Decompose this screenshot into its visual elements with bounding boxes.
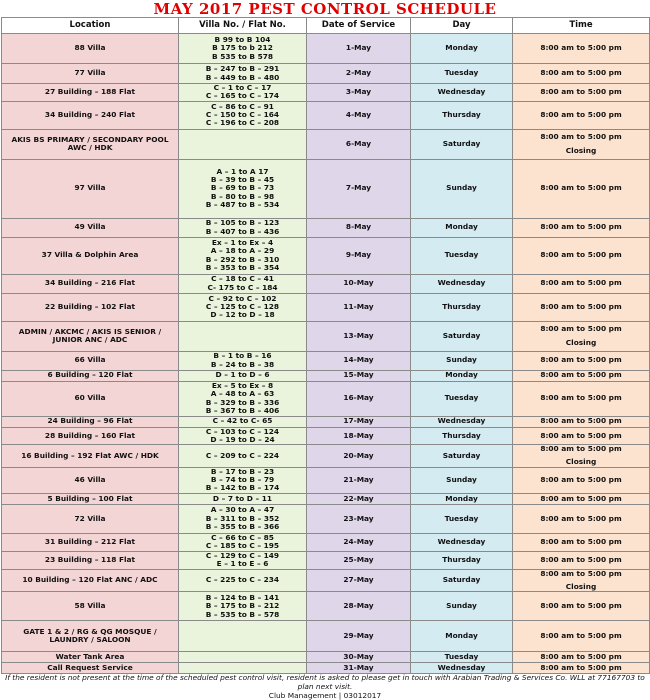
villa-cell bbox=[179, 218, 307, 237]
villa-range: C – 1 to C – 17 bbox=[213, 83, 272, 92]
location-cell: 22 Building – 102 Flat bbox=[2, 293, 179, 321]
time-value: 8:00 am to 5:00 pm bbox=[540, 569, 622, 578]
schedule-body bbox=[2, 34, 650, 674]
location-cell: 49 Villa bbox=[2, 218, 179, 237]
time-cell bbox=[513, 445, 650, 468]
villa-cell bbox=[179, 621, 307, 652]
villa-range: B – 80 to B – 98 bbox=[210, 191, 275, 201]
villa-cell bbox=[179, 84, 307, 102]
time-cell bbox=[513, 218, 650, 237]
villa-range: B – 24 to B – 38 bbox=[210, 359, 275, 369]
header-villa: Villa No. / Flat No. bbox=[179, 18, 307, 34]
time-cell bbox=[513, 101, 650, 129]
time-value: 8:00 am to 5:00 pm bbox=[540, 475, 622, 485]
table-row bbox=[2, 64, 650, 84]
day-cell: Tuesday bbox=[411, 237, 513, 274]
villa-cell bbox=[179, 64, 307, 84]
date-cell: 25-May bbox=[307, 551, 411, 569]
time-cell bbox=[513, 592, 650, 621]
villa-range: B – 449 to B – 480 bbox=[205, 72, 280, 82]
time-cell bbox=[513, 569, 650, 592]
table-header-row bbox=[2, 18, 650, 34]
villa-range: B – 292 to B – 310 bbox=[205, 254, 280, 264]
time-value: 8:00 am to 5:00 pm bbox=[540, 601, 622, 611]
day-cell: Monday bbox=[411, 493, 513, 504]
villa-cell bbox=[179, 592, 307, 621]
day-cell: Thursday bbox=[411, 427, 513, 445]
villa-range: A – 48 to A – 63 bbox=[210, 389, 275, 399]
villa-range: E – 1 to E – 6 bbox=[216, 559, 269, 569]
villa-range: B – 105 to B – 123 bbox=[205, 218, 280, 228]
table-row bbox=[2, 237, 650, 274]
date-cell: 23-May bbox=[307, 504, 411, 533]
time-cell bbox=[513, 621, 650, 652]
table-row bbox=[2, 381, 650, 416]
villa-cell bbox=[179, 34, 307, 64]
villa-range: C – 196 to C – 208 bbox=[205, 118, 280, 128]
day-cell: Saturday bbox=[411, 321, 513, 351]
day-cell: Thursday bbox=[411, 101, 513, 129]
time-value: 8:00 am to 5:00 pm bbox=[540, 631, 622, 641]
villa-cell bbox=[179, 533, 307, 551]
villa-range: C- 175 to C – 184 bbox=[207, 282, 278, 292]
villa-range: B – 535 to B – 578 bbox=[205, 609, 280, 619]
location-cell: 60 Villa bbox=[2, 381, 179, 416]
time-cell bbox=[513, 416, 650, 427]
villa-range: A – 1 to A 17 bbox=[216, 166, 269, 176]
villa-range: B – 69 to B – 73 bbox=[210, 183, 275, 193]
villa-range: C – 185 to C – 195 bbox=[205, 541, 280, 551]
table-row bbox=[2, 569, 650, 592]
villa-range: B – 353 to B – 354 bbox=[205, 262, 280, 272]
time-cell bbox=[513, 467, 650, 493]
location-cell: 16 Building – 192 Flat AWC / HDK bbox=[2, 445, 179, 468]
day-cell: Monday bbox=[411, 370, 513, 381]
date-cell: 1-May bbox=[307, 34, 411, 64]
villa-cell bbox=[179, 416, 307, 427]
villa-range: C – 66 to C – 85 bbox=[211, 533, 274, 542]
location-cell: 97 Villa bbox=[2, 159, 179, 218]
footer-notice: If the resident is not present at the time of the scheduled pest control visit, resident is asked to please get in touch with Arabian Trading & Services Co. WLL at 77167703 to plan next visit. bbox=[5, 673, 645, 691]
date-cell: 31-May bbox=[307, 663, 411, 674]
table-row bbox=[2, 370, 650, 381]
table-row bbox=[2, 592, 650, 621]
time-value: 8:00 am to 5:00 pm bbox=[540, 278, 622, 288]
date-cell: 7-May bbox=[307, 159, 411, 218]
villa-cell bbox=[179, 129, 307, 159]
day-cell: Sunday bbox=[411, 159, 513, 218]
villa-cell bbox=[179, 159, 307, 218]
footer bbox=[0, 674, 650, 700]
villa-range: B – 124 to B – 141 bbox=[205, 592, 280, 602]
villa-cell bbox=[179, 237, 307, 274]
header-location: Location bbox=[2, 18, 179, 34]
time-value: 8:00 am to 5:00 pm bbox=[540, 355, 622, 365]
table-row bbox=[2, 101, 650, 129]
villa-cell bbox=[179, 445, 307, 468]
villa-range: C – 86 to C – 91 bbox=[211, 101, 274, 111]
table-row bbox=[2, 351, 650, 370]
location-cell: 28 Building – 160 Flat bbox=[2, 427, 179, 445]
time-value: 8:00 am to 5:00 pm bbox=[540, 87, 622, 97]
table-row bbox=[2, 321, 650, 351]
time-cell bbox=[513, 652, 650, 663]
time-value: 8:00 am to 5:00 pm bbox=[540, 43, 622, 53]
day-cell: Monday bbox=[411, 218, 513, 237]
villa-range: D – 19 to D – 24 bbox=[210, 434, 275, 444]
location-cell: 34 Building – 240 Flat bbox=[2, 101, 179, 129]
villa-range: B – 39 to B – 45 bbox=[210, 175, 275, 185]
day-cell: Tuesday bbox=[411, 381, 513, 416]
day-cell: Saturday bbox=[411, 445, 513, 468]
villa-range: D – 12 to D – 18 bbox=[210, 310, 275, 320]
location-cell: 34 Building – 216 Flat bbox=[2, 274, 179, 293]
time-cell bbox=[513, 237, 650, 274]
date-cell: 14-May bbox=[307, 351, 411, 370]
closing-note: Closing bbox=[565, 582, 597, 592]
time-cell bbox=[513, 84, 650, 102]
date-cell: 29-May bbox=[307, 621, 411, 652]
villa-range: C – 225 to C – 234 bbox=[205, 575, 280, 585]
villa-cell bbox=[179, 321, 307, 351]
table-row bbox=[2, 621, 650, 652]
villa-range: B 535 to B 578 bbox=[211, 51, 274, 61]
day-cell: Sunday bbox=[411, 592, 513, 621]
villa-range: B – 142 to B – 174 bbox=[205, 483, 280, 493]
table-row bbox=[2, 445, 650, 468]
time-value: 8:00 am to 5:00 pm bbox=[540, 324, 622, 334]
time-cell bbox=[513, 321, 650, 351]
date-cell: 2-May bbox=[307, 64, 411, 84]
time-cell bbox=[513, 274, 650, 293]
location-cell: 37 Villa & Dolphin Area bbox=[2, 237, 179, 274]
header-day: Day bbox=[411, 18, 513, 34]
location-cell: ADMIN / AKCMC / AKIS IS SENIOR / JUNIOR ANC / ADC bbox=[2, 321, 179, 351]
villa-range: Ex – 5 to Ex – 8 bbox=[211, 381, 274, 390]
time-cell bbox=[513, 351, 650, 370]
villa-range: D – 7 to D – 11 bbox=[212, 493, 273, 503]
table-row bbox=[2, 274, 650, 293]
time-value: 8:00 am to 5:00 pm bbox=[540, 537, 622, 547]
villa-cell bbox=[179, 351, 307, 370]
time-value: 8:00 am to 5:00 pm bbox=[540, 132, 622, 142]
day-cell: Monday bbox=[411, 621, 513, 652]
date-cell: 9-May bbox=[307, 237, 411, 274]
time-cell bbox=[513, 427, 650, 445]
day-cell: Thursday bbox=[411, 293, 513, 321]
day-cell: Tuesday bbox=[411, 64, 513, 84]
villa-range: C – 103 to C – 124 bbox=[205, 427, 280, 436]
time-value: 8:00 am to 5:00 pm bbox=[540, 68, 622, 78]
villa-range: Ex – 1 to Ex – 4 bbox=[211, 238, 274, 247]
time-value: 8:00 am to 5:00 pm bbox=[540, 183, 622, 193]
time-value: 8:00 am to 5:00 pm bbox=[540, 222, 622, 232]
location-cell: 77 Villa bbox=[2, 64, 179, 84]
time-cell bbox=[513, 34, 650, 64]
location-cell: 88 Villa bbox=[2, 34, 179, 64]
villa-range: C – 209 to C – 224 bbox=[205, 450, 280, 460]
table-row bbox=[2, 159, 650, 218]
page-title: MAY 2017 PEST CONTROL SCHEDULE bbox=[153, 0, 497, 18]
date-cell: 11-May bbox=[307, 293, 411, 321]
day-cell: Sunday bbox=[411, 351, 513, 370]
table-row bbox=[2, 467, 650, 493]
day-cell: Thursday bbox=[411, 551, 513, 569]
villa-range: B – 311 to B – 352 bbox=[205, 513, 280, 523]
villa-cell bbox=[179, 427, 307, 445]
location-cell: 5 Building – 100 Flat bbox=[2, 493, 179, 504]
villa-cell bbox=[179, 504, 307, 533]
day-cell: Monday bbox=[411, 34, 513, 64]
villa-range: C – 18 to C – 41 bbox=[211, 274, 274, 284]
villa-range: B – 175 to B – 212 bbox=[205, 601, 280, 611]
date-cell: 3-May bbox=[307, 84, 411, 102]
time-cell bbox=[513, 159, 650, 218]
header-time: Time bbox=[513, 18, 650, 34]
day-cell: Wednesday bbox=[411, 84, 513, 102]
villa-range: B – 407 to B – 436 bbox=[205, 226, 280, 236]
time-value: 8:00 am to 5:00 pm bbox=[540, 416, 622, 426]
villa-cell bbox=[179, 493, 307, 504]
footer-signature: Club Management | 03012017 bbox=[268, 690, 382, 700]
location-cell: 58 Villa bbox=[2, 592, 179, 621]
villa-cell bbox=[179, 381, 307, 416]
time-value: 8:00 am to 5:00 pm bbox=[540, 444, 622, 454]
table-row bbox=[2, 427, 650, 445]
table-row bbox=[2, 533, 650, 551]
villa-range: B – 247 to B – 291 bbox=[205, 64, 280, 74]
header-date: Date of Service bbox=[307, 18, 411, 34]
date-cell: 10-May bbox=[307, 274, 411, 293]
time-cell bbox=[513, 551, 650, 569]
location-cell: 24 Building – 96 Flat bbox=[2, 416, 179, 427]
closing-note: Closing bbox=[565, 145, 597, 155]
table-row bbox=[2, 84, 650, 102]
villa-cell bbox=[179, 652, 307, 663]
location-cell: Call Request Service bbox=[2, 663, 179, 674]
villa-cell bbox=[179, 551, 307, 569]
location-cell: 27 Building – 188 Flat bbox=[2, 84, 179, 102]
villa-cell bbox=[179, 274, 307, 293]
villa-range: C – 42 to C- 65 bbox=[212, 416, 273, 426]
villa-cell bbox=[179, 370, 307, 381]
villa-range: C – 165 to C – 174 bbox=[205, 91, 280, 101]
villa-range: B 99 to B 104 bbox=[214, 35, 271, 45]
closing-note: Closing bbox=[565, 457, 597, 467]
date-cell: 4-May bbox=[307, 101, 411, 129]
time-cell bbox=[513, 504, 650, 533]
date-cell: 21-May bbox=[307, 467, 411, 493]
time-cell bbox=[513, 533, 650, 551]
villa-range: A – 30 to A – 47 bbox=[210, 505, 275, 515]
table-row bbox=[2, 504, 650, 533]
location-cell: 66 Villa bbox=[2, 351, 179, 370]
location-cell: 23 Building – 118 Flat bbox=[2, 551, 179, 569]
location-cell: Water Tank Area bbox=[2, 652, 179, 663]
location-cell: 46 Villa bbox=[2, 467, 179, 493]
time-value: 8:00 am to 5:00 pm bbox=[540, 513, 622, 523]
time-cell bbox=[513, 370, 650, 381]
date-cell: 8-May bbox=[307, 218, 411, 237]
villa-cell bbox=[179, 663, 307, 674]
villa-cell bbox=[179, 293, 307, 321]
date-cell: 20-May bbox=[307, 445, 411, 468]
villa-range: B 175 to b 212 bbox=[212, 43, 273, 53]
villa-range: C – 125 to C – 128 bbox=[205, 301, 280, 311]
day-cell: Sunday bbox=[411, 467, 513, 493]
time-value: 8:00 am to 5:00 pm bbox=[540, 555, 622, 565]
time-value: 8:00 am to 5:00 pm bbox=[540, 250, 622, 260]
table-row bbox=[2, 416, 650, 427]
villa-range: B – 17 to B – 23 bbox=[210, 467, 275, 476]
villa-range: B – 1 to B – 16 bbox=[213, 351, 272, 361]
date-cell: 13-May bbox=[307, 321, 411, 351]
day-cell: Wednesday bbox=[411, 663, 513, 674]
table-row bbox=[2, 293, 650, 321]
villa-range: B – 329 to B – 336 bbox=[205, 397, 280, 407]
location-cell: GATE 1 & 2 / RG & QG MOSQUE / LAUNDRY / SALOON bbox=[2, 621, 179, 652]
time-cell bbox=[513, 64, 650, 84]
time-value: 8:00 am to 5:00 pm bbox=[540, 370, 622, 380]
time-cell bbox=[513, 381, 650, 416]
villa-range: B – 74 to B – 79 bbox=[210, 475, 275, 485]
time-value: 8:00 am to 5:00 pm bbox=[540, 663, 622, 673]
date-cell: 24-May bbox=[307, 533, 411, 551]
date-cell: 30-May bbox=[307, 652, 411, 663]
villa-range: B – 367 to B – 406 bbox=[205, 405, 280, 415]
time-cell bbox=[513, 129, 650, 159]
date-cell: 15-May bbox=[307, 370, 411, 381]
villa-range: C – 129 to C – 149 bbox=[205, 551, 280, 560]
time-value: 8:00 am to 5:00 pm bbox=[540, 652, 622, 662]
closing-note: Closing bbox=[565, 337, 597, 347]
location-cell: AKIS BS PRIMARY / SECONDARY POOL AWC / HDK bbox=[2, 129, 179, 159]
villa-range: A – 18 to A – 29 bbox=[210, 246, 275, 256]
villa-cell bbox=[179, 101, 307, 129]
time-value: 8:00 am to 5:00 pm bbox=[540, 430, 622, 440]
villa-range: B – 487 to B – 534 bbox=[205, 200, 280, 210]
date-cell: 17-May bbox=[307, 416, 411, 427]
day-cell: Wednesday bbox=[411, 416, 513, 427]
time-value: 8:00 am to 5:00 pm bbox=[540, 301, 622, 311]
location-cell: 6 Building – 120 Flat bbox=[2, 370, 179, 381]
time-value: 8:00 am to 5:00 pm bbox=[540, 493, 622, 503]
date-cell: 18-May bbox=[307, 427, 411, 445]
table-row bbox=[2, 551, 650, 569]
villa-range: C – 92 to C – 102 bbox=[208, 293, 277, 303]
villa-cell bbox=[179, 569, 307, 592]
date-cell: 16-May bbox=[307, 381, 411, 416]
location-cell: 31 Building – 212 Flat bbox=[2, 533, 179, 551]
date-cell: 28-May bbox=[307, 592, 411, 621]
villa-range: D – 1 to D – 6 bbox=[215, 370, 270, 380]
day-cell: Tuesday bbox=[411, 652, 513, 663]
date-cell: 27-May bbox=[307, 569, 411, 592]
day-cell: Saturday bbox=[411, 569, 513, 592]
table-row bbox=[2, 493, 650, 504]
villa-cell bbox=[179, 467, 307, 493]
time-cell bbox=[513, 663, 650, 674]
schedule-table bbox=[1, 17, 650, 674]
date-cell: 6-May bbox=[307, 129, 411, 159]
time-cell bbox=[513, 293, 650, 321]
table-row bbox=[2, 34, 650, 64]
time-cell bbox=[513, 493, 650, 504]
location-cell: 10 Building – 120 Flat ANC / ADC bbox=[2, 569, 179, 592]
time-value: 8:00 am to 5:00 pm bbox=[540, 109, 622, 119]
day-cell: Wednesday bbox=[411, 533, 513, 551]
table-row bbox=[2, 663, 650, 674]
day-cell: Tuesday bbox=[411, 504, 513, 533]
villa-range: C – 150 to C – 164 bbox=[205, 109, 280, 119]
location-cell: 72 Villa bbox=[2, 504, 179, 533]
table-row bbox=[2, 652, 650, 663]
table-row bbox=[2, 129, 650, 159]
day-cell: Wednesday bbox=[411, 274, 513, 293]
date-cell: 22-May bbox=[307, 493, 411, 504]
villa-range: B – 355 to B – 366 bbox=[205, 521, 280, 531]
time-value: 8:00 am to 5:00 pm bbox=[540, 393, 622, 403]
table-row bbox=[2, 218, 650, 237]
day-cell: Saturday bbox=[411, 129, 513, 159]
